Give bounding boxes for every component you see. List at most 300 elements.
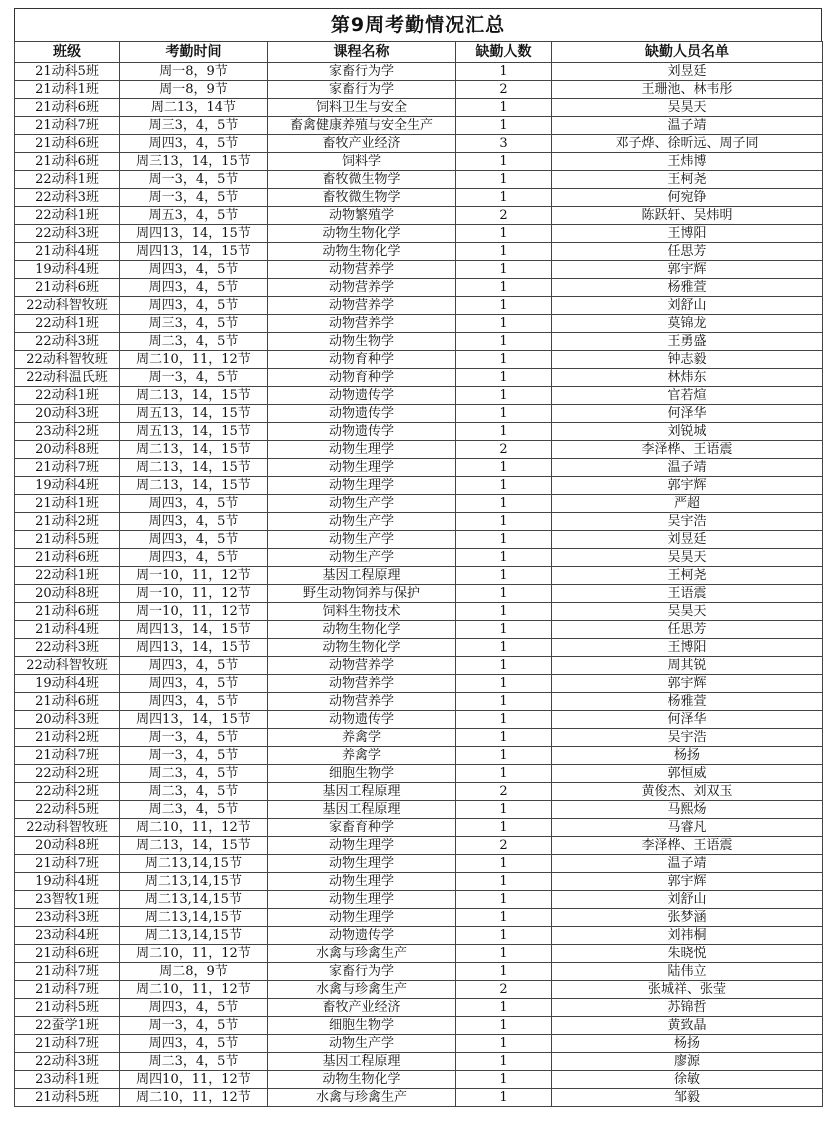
table-row — [15, 873, 823, 891]
cell-course: 动物生理学 — [268, 909, 456, 927]
cell-absent-names: 林炜东 — [552, 369, 823, 387]
table-row — [15, 351, 823, 369]
cell-class: 22蚕学1班 — [15, 1017, 120, 1035]
cell-absent-count: 1 — [456, 1071, 552, 1089]
cell-time: 周一3，4，5节 — [120, 369, 268, 387]
table-row — [15, 297, 823, 315]
table-row — [15, 171, 823, 189]
header-class: 班级 — [15, 42, 120, 63]
cell-course: 水禽与珍禽生产 — [268, 945, 456, 963]
cell-course: 动物营养学 — [268, 657, 456, 675]
table-row — [15, 819, 823, 837]
cell-time: 周五3，4，5节 — [120, 207, 268, 225]
cell-course: 动物生理学 — [268, 891, 456, 909]
table-row — [15, 549, 823, 567]
table-row — [15, 981, 823, 999]
cell-absent-count: 1 — [456, 171, 552, 189]
table-row — [15, 567, 823, 585]
cell-absent-count: 2 — [456, 837, 552, 855]
cell-class: 21动科6班 — [15, 603, 120, 621]
cell-absent-names: 黄致晶 — [552, 1017, 823, 1035]
cell-absent-names: 王柯尧 — [552, 567, 823, 585]
cell-absent-count: 1 — [456, 117, 552, 135]
cell-course: 家畜行为学 — [268, 63, 456, 81]
cell-time: 周二10，11，12节 — [120, 1089, 268, 1107]
table-row — [15, 117, 823, 135]
cell-absent-names: 王炜博 — [552, 153, 823, 171]
cell-absent-names: 苏锦哲 — [552, 999, 823, 1017]
table-row — [15, 837, 823, 855]
table-row — [15, 1071, 823, 1089]
cell-absent-names: 何泽华 — [552, 711, 823, 729]
cell-absent-names: 郭恒威 — [552, 765, 823, 783]
table-row — [15, 405, 823, 423]
cell-class: 21动科7班 — [15, 963, 120, 981]
cell-class: 19动科4班 — [15, 675, 120, 693]
cell-time: 周四3，4，5节 — [120, 549, 268, 567]
cell-absent-count: 2 — [456, 207, 552, 225]
cell-time: 周一10，11，12节 — [120, 585, 268, 603]
cell-absent-names: 刘锐城 — [552, 423, 823, 441]
cell-time: 周二13，14，15节 — [120, 459, 268, 477]
table-row — [15, 513, 823, 531]
cell-class: 21动科6班 — [15, 945, 120, 963]
header-course: 课程名称 — [268, 42, 456, 63]
cell-time: 周一8，9节 — [120, 81, 268, 99]
cell-time: 周四13，14，15节 — [120, 225, 268, 243]
table-row — [15, 693, 823, 711]
cell-absent-count: 1 — [456, 603, 552, 621]
cell-class: 21动科6班 — [15, 549, 120, 567]
cell-absent-names: 周其锐 — [552, 657, 823, 675]
attendance-sheet — [14, 8, 822, 1107]
cell-absent-names: 王语震 — [552, 585, 823, 603]
cell-absent-count: 1 — [456, 423, 552, 441]
cell-absent-names: 温子靖 — [552, 855, 823, 873]
table-row — [15, 585, 823, 603]
cell-class: 21动科2班 — [15, 729, 120, 747]
cell-class: 23动科2班 — [15, 423, 120, 441]
cell-class: 19动科4班 — [15, 261, 120, 279]
table-row — [15, 927, 823, 945]
cell-absent-names: 何宛铮 — [552, 189, 823, 207]
cell-course: 动物营养学 — [268, 315, 456, 333]
cell-absent-names: 李泽桦、王语震 — [552, 837, 823, 855]
cell-time: 周一10，11，12节 — [120, 567, 268, 585]
cell-course: 动物生产学 — [268, 495, 456, 513]
header-row — [15, 42, 823, 63]
cell-absent-names: 莫锦龙 — [552, 315, 823, 333]
cell-absent-names: 黄俊杰、刘双玉 — [552, 783, 823, 801]
cell-time: 周二13，14，15节 — [120, 837, 268, 855]
cell-course: 家畜行为学 — [268, 81, 456, 99]
cell-absent-names: 刘祎桐 — [552, 927, 823, 945]
cell-absent-names: 刘昱廷 — [552, 63, 823, 81]
cell-time: 周二10，11，12节 — [120, 981, 268, 999]
cell-time: 周五13，14，15节 — [120, 423, 268, 441]
cell-absent-count: 1 — [456, 513, 552, 531]
cell-class: 22动科3班 — [15, 225, 120, 243]
cell-absent-names: 王博阳 — [552, 225, 823, 243]
cell-absent-count: 1 — [456, 963, 552, 981]
cell-absent-count: 1 — [456, 495, 552, 513]
cell-course: 动物生理学 — [268, 459, 456, 477]
cell-class: 21动科5班 — [15, 531, 120, 549]
cell-time: 周二13,14,15节 — [120, 927, 268, 945]
cell-absent-names: 朱晓悦 — [552, 945, 823, 963]
cell-absent-names: 任思芳 — [552, 621, 823, 639]
cell-course: 动物营养学 — [268, 261, 456, 279]
cell-absent-names: 陈跃轩、吴炜明 — [552, 207, 823, 225]
cell-class: 20动科8班 — [15, 441, 120, 459]
cell-course: 畜禽健康养殖与安全生产 — [268, 117, 456, 135]
cell-course: 养禽学 — [268, 747, 456, 765]
table-row — [15, 621, 823, 639]
cell-absent-count: 1 — [456, 819, 552, 837]
cell-class: 21动科7班 — [15, 459, 120, 477]
cell-absent-count: 1 — [456, 639, 552, 657]
cell-course: 动物生理学 — [268, 837, 456, 855]
cell-absent-count: 1 — [456, 675, 552, 693]
cell-absent-names: 李泽桦、王语震 — [552, 441, 823, 459]
cell-time: 周二13,14,15节 — [120, 891, 268, 909]
cell-absent-count: 3 — [456, 135, 552, 153]
cell-time: 周四10，11，12节 — [120, 1071, 268, 1089]
cell-absent-count: 1 — [456, 1089, 552, 1107]
cell-course: 动物生理学 — [268, 441, 456, 459]
cell-class: 21动科4班 — [15, 243, 120, 261]
table-row — [15, 729, 823, 747]
cell-absent-count: 1 — [456, 765, 552, 783]
cell-time: 周五13，14，15节 — [120, 405, 268, 423]
cell-absent-names: 王勇盛 — [552, 333, 823, 351]
cell-time: 周一8，9节 — [120, 63, 268, 81]
table-row — [15, 243, 823, 261]
cell-course: 动物遗传学 — [268, 711, 456, 729]
table-row — [15, 99, 823, 117]
cell-time: 周二3，4，5节 — [120, 1053, 268, 1071]
table-row — [15, 1053, 823, 1071]
cell-time: 周二13,14,15节 — [120, 873, 268, 891]
table-row — [15, 891, 823, 909]
cell-absent-names: 陆伟立 — [552, 963, 823, 981]
cell-class: 22动科智牧班 — [15, 657, 120, 675]
table-row — [15, 81, 823, 99]
cell-class: 21动科5班 — [15, 63, 120, 81]
cell-time: 周四3，4，5节 — [120, 495, 268, 513]
cell-absent-count: 1 — [456, 189, 552, 207]
cell-course: 动物生物学 — [268, 333, 456, 351]
cell-course: 养禽学 — [268, 729, 456, 747]
table-row — [15, 531, 823, 549]
cell-absent-count: 2 — [456, 783, 552, 801]
cell-absent-names: 邹毅 — [552, 1089, 823, 1107]
cell-course: 动物生物化学 — [268, 621, 456, 639]
cell-time: 周四3，4，5节 — [120, 531, 268, 549]
cell-class: 21动科6班 — [15, 153, 120, 171]
cell-class: 21动科6班 — [15, 135, 120, 153]
cell-absent-names: 徐敏 — [552, 1071, 823, 1089]
cell-absent-names: 张城祥、张莹 — [552, 981, 823, 999]
cell-class: 22动科3班 — [15, 189, 120, 207]
cell-class: 21动科1班 — [15, 81, 120, 99]
cell-absent-count: 1 — [456, 225, 552, 243]
cell-absent-count: 1 — [456, 945, 552, 963]
cell-time: 周一3，4，5节 — [120, 1017, 268, 1035]
cell-absent-names: 马熙炀 — [552, 801, 823, 819]
table-row — [15, 369, 823, 387]
cell-time: 周二3，4，5节 — [120, 765, 268, 783]
cell-absent-names: 吴宇浩 — [552, 513, 823, 531]
cell-course: 水禽与珍禽生产 — [268, 1089, 456, 1107]
cell-absent-count: 1 — [456, 243, 552, 261]
cell-absent-count: 1 — [456, 333, 552, 351]
cell-class: 22动科智牧班 — [15, 351, 120, 369]
cell-course: 动物遗传学 — [268, 387, 456, 405]
cell-absent-names: 王博阳 — [552, 639, 823, 657]
cell-absent-count: 1 — [456, 891, 552, 909]
cell-class: 22动科2班 — [15, 783, 120, 801]
cell-course: 动物生理学 — [268, 477, 456, 495]
attendance-table — [14, 41, 823, 1107]
cell-class: 21动科4班 — [15, 621, 120, 639]
cell-class: 20动科8班 — [15, 837, 120, 855]
cell-class: 23智牧1班 — [15, 891, 120, 909]
table-row — [15, 711, 823, 729]
cell-time: 周四3，4，5节 — [120, 135, 268, 153]
cell-absent-count: 1 — [456, 315, 552, 333]
cell-absent-names: 杨扬 — [552, 747, 823, 765]
table-row — [15, 315, 823, 333]
table-row — [15, 783, 823, 801]
cell-absent-names: 吴昊天 — [552, 603, 823, 621]
cell-time: 周四3，4，5节 — [120, 297, 268, 315]
cell-absent-names: 吴昊天 — [552, 549, 823, 567]
cell-course: 畜牧微生物学 — [268, 171, 456, 189]
cell-absent-count: 1 — [456, 621, 552, 639]
cell-time: 周四3，4，5节 — [120, 513, 268, 531]
cell-absent-names: 郭宇辉 — [552, 477, 823, 495]
table-row — [15, 135, 823, 153]
cell-absent-count: 1 — [456, 1017, 552, 1035]
table-row — [15, 225, 823, 243]
cell-absent-count: 1 — [456, 585, 552, 603]
table-row — [15, 207, 823, 225]
cell-absent-count: 1 — [456, 873, 552, 891]
table-body — [15, 63, 823, 1107]
cell-course: 动物生物化学 — [268, 1071, 456, 1089]
cell-class: 21动科2班 — [15, 513, 120, 531]
cell-course: 动物生产学 — [268, 531, 456, 549]
table-row — [15, 495, 823, 513]
cell-absent-count: 1 — [456, 531, 552, 549]
cell-time: 周二13，14，15节 — [120, 387, 268, 405]
table-row — [15, 1035, 823, 1053]
cell-course: 饲料卫生与安全 — [268, 99, 456, 117]
cell-absent-count: 1 — [456, 927, 552, 945]
table-row — [15, 945, 823, 963]
cell-absent-count: 1 — [456, 369, 552, 387]
cell-absent-names: 王柯尧 — [552, 171, 823, 189]
cell-class: 22动科2班 — [15, 765, 120, 783]
table-row — [15, 801, 823, 819]
table-row — [15, 657, 823, 675]
cell-time: 周四13，14，15节 — [120, 621, 268, 639]
cell-absent-count: 1 — [456, 909, 552, 927]
cell-absent-names: 任思芳 — [552, 243, 823, 261]
cell-absent-names: 郭宇辉 — [552, 675, 823, 693]
cell-absent-names: 刘舒山 — [552, 297, 823, 315]
cell-absent-names: 钟志毅 — [552, 351, 823, 369]
cell-class: 23动科3班 — [15, 909, 120, 927]
cell-absent-count: 1 — [456, 747, 552, 765]
cell-absent-count: 1 — [456, 657, 552, 675]
cell-course: 野生动物饲养与保护 — [268, 585, 456, 603]
header-absent-count: 缺勤人数 — [456, 42, 552, 63]
cell-course: 畜牧产业经济 — [268, 999, 456, 1017]
cell-absent-count: 1 — [456, 711, 552, 729]
cell-course: 动物营养学 — [268, 693, 456, 711]
cell-class: 20动科3班 — [15, 711, 120, 729]
cell-time: 周四3，4，5节 — [120, 675, 268, 693]
table-row — [15, 765, 823, 783]
table-row — [15, 441, 823, 459]
cell-time: 周四3，4，5节 — [120, 261, 268, 279]
cell-absent-count: 1 — [456, 351, 552, 369]
cell-absent-names: 刘舒山 — [552, 891, 823, 909]
cell-absent-names: 马睿凡 — [552, 819, 823, 837]
cell-class: 23动科1班 — [15, 1071, 120, 1089]
cell-course: 基因工程原理 — [268, 1053, 456, 1071]
cell-class: 21动科5班 — [15, 1089, 120, 1107]
cell-absent-names: 吴昊天 — [552, 99, 823, 117]
cell-course: 细胞生物学 — [268, 765, 456, 783]
cell-absent-count: 1 — [456, 801, 552, 819]
cell-course: 动物生理学 — [268, 873, 456, 891]
cell-time: 周二13，14，15节 — [120, 441, 268, 459]
cell-course: 动物生产学 — [268, 513, 456, 531]
cell-class: 21动科1班 — [15, 495, 120, 513]
table-row — [15, 675, 823, 693]
cell-time: 周二13,14,15节 — [120, 855, 268, 873]
cell-absent-count: 1 — [456, 999, 552, 1017]
cell-absent-count: 1 — [456, 1035, 552, 1053]
table-row — [15, 153, 823, 171]
cell-class: 22动科3班 — [15, 1053, 120, 1071]
header-absent-names: 缺勤人员名单 — [552, 42, 823, 63]
cell-class: 21动科6班 — [15, 99, 120, 117]
cell-class: 22动科1班 — [15, 315, 120, 333]
cell-time: 周四13，14，15节 — [120, 243, 268, 261]
cell-class: 21动科6班 — [15, 693, 120, 711]
cell-class: 19动科4班 — [15, 477, 120, 495]
table-row — [15, 423, 823, 441]
cell-time: 周四3，4，5节 — [120, 657, 268, 675]
cell-course: 基因工程原理 — [268, 801, 456, 819]
table-row — [15, 999, 823, 1017]
cell-class: 21动科7班 — [15, 855, 120, 873]
cell-time: 周四3，4，5节 — [120, 693, 268, 711]
cell-time: 周三13，14，15节 — [120, 153, 268, 171]
cell-absent-names: 何泽华 — [552, 405, 823, 423]
cell-absent-names: 王珊池、林韦彤 — [552, 81, 823, 99]
cell-time: 周二13,14,15节 — [120, 909, 268, 927]
cell-course: 动物生物化学 — [268, 243, 456, 261]
cell-course: 饲料学 — [268, 153, 456, 171]
cell-course: 动物营养学 — [268, 279, 456, 297]
cell-class: 21动科6班 — [15, 279, 120, 297]
table-row — [15, 459, 823, 477]
cell-time: 周二3，4，5节 — [120, 801, 268, 819]
table-row — [15, 477, 823, 495]
cell-time: 周一3，4，5节 — [120, 171, 268, 189]
cell-class: 22动科智牧班 — [15, 819, 120, 837]
table-row — [15, 261, 823, 279]
cell-class: 22动科智牧班 — [15, 297, 120, 315]
cell-course: 畜牧产业经济 — [268, 135, 456, 153]
cell-absent-names: 邓子烨、徐昕远、周子同 — [552, 135, 823, 153]
cell-absent-names: 温子靖 — [552, 117, 823, 135]
cell-course: 水禽与珍禽生产 — [268, 981, 456, 999]
cell-absent-count: 1 — [456, 549, 552, 567]
cell-time: 周四3，4，5节 — [120, 279, 268, 297]
table-row — [15, 1017, 823, 1035]
cell-time: 周二13，14，15节 — [120, 477, 268, 495]
cell-time: 周四13，14，15节 — [120, 711, 268, 729]
table-row — [15, 333, 823, 351]
cell-course: 细胞生物学 — [268, 1017, 456, 1035]
cell-course: 畜牧微生物学 — [268, 189, 456, 207]
cell-class: 22动科温氏班 — [15, 369, 120, 387]
cell-course: 动物营养学 — [268, 675, 456, 693]
table-row — [15, 747, 823, 765]
table-row — [15, 639, 823, 657]
cell-class: 22动科3班 — [15, 639, 120, 657]
cell-course: 家畜行为学 — [268, 963, 456, 981]
cell-class: 20动科8班 — [15, 585, 120, 603]
cell-time: 周三3，4，5节 — [120, 315, 268, 333]
cell-absent-count: 1 — [456, 477, 552, 495]
table-row — [15, 279, 823, 297]
cell-class: 22动科3班 — [15, 333, 120, 351]
cell-class: 21动科7班 — [15, 981, 120, 999]
table-row — [15, 855, 823, 873]
cell-absent-count: 1 — [456, 405, 552, 423]
cell-time: 周一10，11，12节 — [120, 603, 268, 621]
cell-absent-count: 1 — [456, 297, 552, 315]
cell-time: 周二3，4，5节 — [120, 783, 268, 801]
cell-absent-names: 郭宇辉 — [552, 261, 823, 279]
cell-course: 动物生理学 — [268, 855, 456, 873]
cell-class: 23动科4班 — [15, 927, 120, 945]
cell-course: 饲料生物技术 — [268, 603, 456, 621]
cell-absent-names: 温子靖 — [552, 459, 823, 477]
cell-time: 周二10，11，12节 — [120, 819, 268, 837]
cell-absent-count: 2 — [456, 441, 552, 459]
cell-absent-names: 杨雅萱 — [552, 693, 823, 711]
cell-time: 周一3，4，5节 — [120, 189, 268, 207]
cell-time: 周二8，9节 — [120, 963, 268, 981]
cell-absent-names: 杨雅萱 — [552, 279, 823, 297]
cell-class: 22动科1班 — [15, 171, 120, 189]
cell-absent-names: 官若煊 — [552, 387, 823, 405]
cell-time: 周四13，14，15节 — [120, 639, 268, 657]
cell-course: 动物生物化学 — [268, 225, 456, 243]
cell-course: 基因工程原理 — [268, 567, 456, 585]
cell-absent-count: 1 — [456, 387, 552, 405]
cell-absent-names: 杨扬 — [552, 1035, 823, 1053]
cell-course: 动物育种学 — [268, 369, 456, 387]
